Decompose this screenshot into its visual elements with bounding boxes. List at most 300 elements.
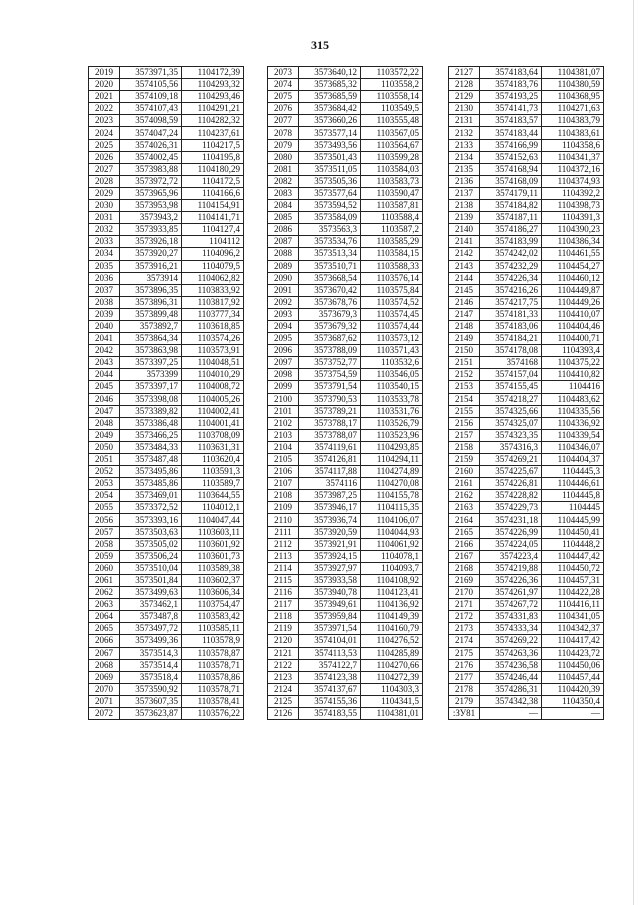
table-row bbox=[449, 212, 604, 224]
x-coordinate-cell: 3574219,88 bbox=[480, 562, 542, 574]
table-row bbox=[89, 574, 244, 586]
point-number-cell: 2149 bbox=[449, 333, 480, 345]
y-coordinate-cell: 1104446,61 bbox=[542, 478, 604, 490]
x-coordinate-cell: 3573679,32 bbox=[299, 320, 361, 332]
x-coordinate-cell: 3573790,53 bbox=[299, 393, 361, 405]
x-coordinate-cell: 3574261,97 bbox=[480, 587, 542, 599]
y-coordinate-cell: 1104346,07 bbox=[542, 441, 604, 453]
x-coordinate-cell: 3573607,35 bbox=[120, 695, 182, 707]
x-coordinate-cell: 3573921,91 bbox=[299, 538, 361, 550]
x-coordinate-cell: 3574126,81 bbox=[299, 454, 361, 466]
x-coordinate-cell: 3573484,33 bbox=[120, 441, 182, 453]
point-number-cell: 2077 bbox=[268, 115, 299, 127]
y-coordinate-cell: 1104381,07 bbox=[542, 67, 604, 79]
y-coordinate-cell: 1104350,4 bbox=[542, 695, 604, 707]
x-coordinate-cell: 3573577,14 bbox=[299, 127, 361, 139]
y-coordinate-cell: 1103587,81 bbox=[361, 200, 423, 212]
x-coordinate-cell: 3574098,59 bbox=[120, 115, 182, 127]
y-coordinate-cell: 1104423,72 bbox=[542, 647, 604, 659]
table-row bbox=[268, 357, 423, 369]
y-coordinate-cell: 1104141,71 bbox=[182, 212, 244, 224]
y-coordinate-cell: 1103531,76 bbox=[361, 405, 423, 417]
y-coordinate-cell: 1103558,2 bbox=[361, 79, 423, 91]
y-coordinate-cell: 1104386,34 bbox=[542, 236, 604, 248]
y-coordinate-cell: 1103540,15 bbox=[361, 381, 423, 393]
y-coordinate-cell: 1104155,78 bbox=[361, 490, 423, 502]
x-coordinate-cell: 3573398,08 bbox=[120, 393, 182, 405]
y-coordinate-cell: 1103567,05 bbox=[361, 127, 423, 139]
point-number-cell: 2163 bbox=[449, 502, 480, 514]
x-coordinate-cell: 3573386,48 bbox=[120, 417, 182, 429]
y-coordinate-cell: 1103578,71 bbox=[182, 659, 244, 671]
y-coordinate-cell: 1104335,56 bbox=[542, 405, 604, 417]
table-row bbox=[268, 248, 423, 260]
y-coordinate-cell: 1103532,6 bbox=[361, 357, 423, 369]
point-number-cell: 2144 bbox=[449, 272, 480, 284]
x-coordinate-cell: 3573499,63 bbox=[120, 587, 182, 599]
point-number-cell: 2117 bbox=[268, 599, 299, 611]
x-coordinate-cell: 3574228,82 bbox=[480, 490, 542, 502]
table-row bbox=[89, 67, 244, 79]
point-number-cell: 2102 bbox=[268, 417, 299, 429]
point-number-cell: 2143 bbox=[449, 260, 480, 272]
point-number-cell: 2019 bbox=[89, 67, 120, 79]
table-row bbox=[268, 647, 423, 659]
point-number-cell: 2136 bbox=[449, 175, 480, 187]
y-coordinate-cell: 1104079,5 bbox=[182, 260, 244, 272]
table-row bbox=[89, 405, 244, 417]
point-number-cell: 2064 bbox=[89, 611, 120, 623]
x-coordinate-cell: 3573397,25 bbox=[120, 357, 182, 369]
point-number-cell: 2121 bbox=[268, 647, 299, 659]
table-row bbox=[449, 115, 604, 127]
x-coordinate-cell: 3573640,12 bbox=[299, 67, 361, 79]
point-number-cell: 2083 bbox=[268, 187, 299, 199]
x-coordinate-cell: 3574168,09 bbox=[480, 175, 542, 187]
x-coordinate-cell: 3574119,61 bbox=[299, 441, 361, 453]
y-coordinate-cell: 1104282,32 bbox=[182, 115, 244, 127]
table-row bbox=[89, 357, 244, 369]
table-row bbox=[89, 320, 244, 332]
y-coordinate-cell: 1103590,47 bbox=[361, 187, 423, 199]
y-coordinate-cell: 1104061,92 bbox=[361, 538, 423, 550]
point-number-cell: 2078 bbox=[268, 127, 299, 139]
point-number-cell: 2066 bbox=[89, 635, 120, 647]
point-number-cell: 2175 bbox=[449, 647, 480, 659]
y-coordinate-cell: 1103578,87 bbox=[182, 647, 244, 659]
point-number-cell: 2032 bbox=[89, 224, 120, 236]
table-row bbox=[449, 417, 604, 429]
x-coordinate-cell: 3574242,02 bbox=[480, 248, 542, 260]
table-row bbox=[268, 115, 423, 127]
point-number-cell: 2080 bbox=[268, 151, 299, 163]
point-number-cell: 2044 bbox=[89, 369, 120, 381]
y-coordinate-cell: 1104358,6 bbox=[542, 139, 604, 151]
x-coordinate-cell: 3573623,87 bbox=[120, 707, 182, 719]
coordinates-table-3 bbox=[448, 66, 604, 720]
table-row bbox=[449, 599, 604, 611]
point-number-cell: 2056 bbox=[89, 514, 120, 526]
y-coordinate-cell: 1104106,07 bbox=[361, 514, 423, 526]
point-number-cell: 2055 bbox=[89, 502, 120, 514]
y-coordinate-cell: 1104339,54 bbox=[542, 429, 604, 441]
y-coordinate-cell: 1103572,22 bbox=[361, 67, 423, 79]
point-number-cell: 2058 bbox=[89, 538, 120, 550]
table-row bbox=[449, 248, 604, 260]
y-coordinate-cell: 1104112 bbox=[182, 236, 244, 248]
point-number-cell: 2085 bbox=[268, 212, 299, 224]
x-coordinate-cell: 3573577,64 bbox=[299, 187, 361, 199]
x-coordinate-cell: 3574109,18 bbox=[120, 91, 182, 103]
table-row bbox=[268, 574, 423, 586]
point-number-cell: 2081 bbox=[268, 163, 299, 175]
x-coordinate-cell: 3573788,17 bbox=[299, 417, 361, 429]
table-row bbox=[449, 175, 604, 187]
table-row bbox=[89, 260, 244, 272]
table-row bbox=[89, 707, 244, 719]
x-coordinate-cell: 3573495,86 bbox=[120, 466, 182, 478]
table-row bbox=[89, 381, 244, 393]
point-number-cell: 2092 bbox=[268, 296, 299, 308]
x-coordinate-cell: 3573936,74 bbox=[299, 514, 361, 526]
point-number-cell: 2166 bbox=[449, 538, 480, 550]
table-row bbox=[449, 333, 604, 345]
x-coordinate-cell: 3574216,26 bbox=[480, 284, 542, 296]
x-coordinate-cell: 3573510,71 bbox=[299, 260, 361, 272]
table-row bbox=[89, 296, 244, 308]
x-coordinate-cell: 3574105,56 bbox=[120, 79, 182, 91]
table-row bbox=[268, 200, 423, 212]
x-coordinate-cell: 3573518,4 bbox=[120, 671, 182, 683]
x-coordinate-cell: 3574166,99 bbox=[480, 139, 542, 151]
point-number-cell: 2097 bbox=[268, 357, 299, 369]
table-row bbox=[449, 200, 604, 212]
table-row bbox=[449, 611, 604, 623]
x-coordinate-cell: 3573487,48 bbox=[120, 454, 182, 466]
x-coordinate-cell: 3573933,58 bbox=[299, 574, 361, 586]
y-coordinate-cell: 1104400,71 bbox=[542, 333, 604, 345]
y-coordinate-cell: 1103591,3 bbox=[182, 466, 244, 478]
table-row bbox=[449, 127, 604, 139]
y-coordinate-cell: 1104375,22 bbox=[542, 357, 604, 369]
y-coordinate-cell: 1103603,11 bbox=[182, 526, 244, 538]
y-coordinate-cell: 1103644,55 bbox=[182, 490, 244, 502]
x-coordinate-cell: 3574223,4 bbox=[480, 550, 542, 562]
x-coordinate-cell: 3573678,76 bbox=[299, 296, 361, 308]
x-coordinate-cell: 3574104,01 bbox=[299, 635, 361, 647]
x-coordinate-cell: 3574229,73 bbox=[480, 502, 542, 514]
table-row bbox=[268, 284, 423, 296]
x-coordinate-cell: 3573971,35 bbox=[120, 67, 182, 79]
x-coordinate-cell: 3573487,8 bbox=[120, 611, 182, 623]
table-row bbox=[449, 151, 604, 163]
point-number-cell: 2039 bbox=[89, 308, 120, 320]
point-number-cell: 2084 bbox=[268, 200, 299, 212]
x-coordinate-cell: 3573987,25 bbox=[299, 490, 361, 502]
table-row bbox=[268, 562, 423, 574]
x-coordinate-cell: 3574183,99 bbox=[480, 236, 542, 248]
y-coordinate-cell: 1103573,12 bbox=[361, 333, 423, 345]
y-coordinate-cell: 1104001,41 bbox=[182, 417, 244, 429]
table-row bbox=[268, 224, 423, 236]
table-row bbox=[268, 67, 423, 79]
table-row bbox=[449, 514, 604, 526]
table-row bbox=[89, 466, 244, 478]
table-row bbox=[449, 647, 604, 659]
point-number-cell: 2106 bbox=[268, 466, 299, 478]
table-row bbox=[449, 562, 604, 574]
x-coordinate-cell: 3573684,42 bbox=[299, 103, 361, 115]
point-number-cell: 2178 bbox=[449, 683, 480, 695]
y-coordinate-cell: 1103601,92 bbox=[182, 538, 244, 550]
x-coordinate-cell: 3573584,09 bbox=[299, 212, 361, 224]
point-number-cell: 2170 bbox=[449, 587, 480, 599]
point-number-cell: 2147 bbox=[449, 308, 480, 320]
table-row bbox=[449, 671, 604, 683]
table-row bbox=[268, 405, 423, 417]
y-coordinate-cell: 1104166,6 bbox=[182, 187, 244, 199]
point-number-cell: 2101 bbox=[268, 405, 299, 417]
table-row bbox=[449, 381, 604, 393]
point-number-cell: 2053 bbox=[89, 478, 120, 490]
point-number-cell: 2043 bbox=[89, 357, 120, 369]
x-coordinate-cell: 3573972,72 bbox=[120, 175, 182, 187]
y-coordinate-cell: 1104012,1 bbox=[182, 502, 244, 514]
table-row bbox=[268, 514, 423, 526]
y-coordinate-cell: 1104445,8 bbox=[542, 490, 604, 502]
table-row bbox=[268, 103, 423, 115]
table-row bbox=[89, 417, 244, 429]
x-coordinate-cell: 3573503,63 bbox=[120, 526, 182, 538]
table-row bbox=[268, 599, 423, 611]
y-coordinate-cell: 1104270,08 bbox=[361, 478, 423, 490]
table-row bbox=[449, 393, 604, 405]
x-coordinate-cell: 3574193,25 bbox=[480, 91, 542, 103]
point-number-cell: 2028 bbox=[89, 175, 120, 187]
point-number-cell: 2029 bbox=[89, 187, 120, 199]
point-number-cell: 2156 bbox=[449, 417, 480, 429]
table-row bbox=[89, 333, 244, 345]
point-number-cell: 2023 bbox=[89, 115, 120, 127]
x-coordinate-cell: 3574232,29 bbox=[480, 260, 542, 272]
point-number-cell: 2096 bbox=[268, 345, 299, 357]
table-row bbox=[89, 441, 244, 453]
table-row bbox=[89, 236, 244, 248]
y-coordinate-cell: 1103574,52 bbox=[361, 296, 423, 308]
point-number-cell: 2172 bbox=[449, 611, 480, 623]
x-coordinate-cell: 3574155,45 bbox=[480, 381, 542, 393]
y-coordinate-cell: 1103585,11 bbox=[182, 623, 244, 635]
table-row bbox=[268, 308, 423, 320]
x-coordinate-cell: 3574183,44 bbox=[480, 127, 542, 139]
y-coordinate-cell: 1104217,5 bbox=[182, 139, 244, 151]
y-coordinate-cell: 1104195,8 bbox=[182, 151, 244, 163]
y-coordinate-cell: 1104416 bbox=[542, 381, 604, 393]
table-row bbox=[89, 79, 244, 91]
x-coordinate-cell: 3573789,21 bbox=[299, 405, 361, 417]
y-coordinate-cell: 1104160,79 bbox=[361, 623, 423, 635]
point-number-cell: 2031 bbox=[89, 212, 120, 224]
y-coordinate-cell: 1103585,29 bbox=[361, 236, 423, 248]
x-coordinate-cell: 3574117,88 bbox=[299, 466, 361, 478]
point-number-cell: 2128 bbox=[449, 79, 480, 91]
table-row bbox=[268, 296, 423, 308]
x-coordinate-cell: 3573920,59 bbox=[299, 526, 361, 538]
point-number-cell: 2116 bbox=[268, 587, 299, 599]
x-coordinate-cell: 3574226,99 bbox=[480, 526, 542, 538]
y-coordinate-cell: 1104383,79 bbox=[542, 115, 604, 127]
y-coordinate-cell: 1104416,11 bbox=[542, 599, 604, 611]
x-coordinate-cell: 3573791,54 bbox=[299, 381, 361, 393]
table-row bbox=[89, 139, 244, 151]
point-number-cell: 2088 bbox=[268, 248, 299, 260]
y-coordinate-cell: 1103558,14 bbox=[361, 91, 423, 103]
y-coordinate-cell: 1104062,82 bbox=[182, 272, 244, 284]
table-row bbox=[268, 417, 423, 429]
point-number-cell: 2087 bbox=[268, 236, 299, 248]
point-number-cell: 2139 bbox=[449, 212, 480, 224]
point-number-cell: 2098 bbox=[268, 369, 299, 381]
y-coordinate-cell: 1103584,03 bbox=[361, 163, 423, 175]
point-number-cell: 2125 bbox=[268, 695, 299, 707]
table-row bbox=[268, 526, 423, 538]
y-coordinate-cell: 1104445 bbox=[542, 502, 604, 514]
point-number-cell: 2153 bbox=[449, 381, 480, 393]
y-coordinate-cell: 1103587,2 bbox=[361, 224, 423, 236]
table-row bbox=[268, 393, 423, 405]
point-number-cell: 2048 bbox=[89, 417, 120, 429]
point-number-cell: 2073 bbox=[268, 67, 299, 79]
x-coordinate-cell: 3574002,45 bbox=[120, 151, 182, 163]
y-coordinate-cell: 1104127,4 bbox=[182, 224, 244, 236]
x-coordinate-cell: 3573920,27 bbox=[120, 248, 182, 260]
x-coordinate-cell: 3573466,25 bbox=[120, 429, 182, 441]
y-coordinate-cell: 1104172,5 bbox=[182, 175, 244, 187]
x-coordinate-cell: 3573924,15 bbox=[299, 550, 361, 562]
y-coordinate-cell: 1103549,5 bbox=[361, 103, 423, 115]
y-coordinate-cell: 1104417,42 bbox=[542, 635, 604, 647]
point-number-cell: 2026 bbox=[89, 151, 120, 163]
y-coordinate-cell: 1104115,35 bbox=[361, 502, 423, 514]
point-number-cell: 2051 bbox=[89, 454, 120, 466]
y-coordinate-cell: 1104447,42 bbox=[542, 550, 604, 562]
x-coordinate-cell: 3573670,42 bbox=[299, 284, 361, 296]
y-coordinate-cell: 1104285,89 bbox=[361, 647, 423, 659]
point-number-cell: 2135 bbox=[449, 163, 480, 175]
x-coordinate-cell: 3574231,18 bbox=[480, 514, 542, 526]
y-coordinate-cell: 1104294,11 bbox=[361, 454, 423, 466]
table-row bbox=[449, 308, 604, 320]
x-coordinate-cell: 3573679,3 bbox=[299, 308, 361, 320]
table-row bbox=[449, 139, 604, 151]
table-row bbox=[449, 490, 604, 502]
x-coordinate-cell: 3573943,2 bbox=[120, 212, 182, 224]
point-number-cell: 2030 bbox=[89, 200, 120, 212]
point-number-cell: 2127 bbox=[449, 67, 480, 79]
table-row bbox=[268, 333, 423, 345]
point-number-cell: 2045 bbox=[89, 381, 120, 393]
table-row bbox=[89, 514, 244, 526]
y-coordinate-cell: 1104078,1 bbox=[361, 550, 423, 562]
point-number-cell: 2132 bbox=[449, 127, 480, 139]
y-coordinate-cell: 1104410,07 bbox=[542, 308, 604, 320]
table-row bbox=[89, 635, 244, 647]
y-coordinate-cell: 1104404,37 bbox=[542, 454, 604, 466]
table-row bbox=[449, 502, 604, 514]
point-number-cell: 2094 bbox=[268, 320, 299, 332]
y-coordinate-cell: 1103817,92 bbox=[182, 296, 244, 308]
x-coordinate-cell: 3573389,82 bbox=[120, 405, 182, 417]
x-coordinate-cell: 3574218,27 bbox=[480, 393, 542, 405]
x-coordinate-cell: 3574226,81 bbox=[480, 478, 542, 490]
x-coordinate-cell: 3574269,22 bbox=[480, 635, 542, 647]
x-coordinate-cell: 3573469,01 bbox=[120, 490, 182, 502]
point-number-cell: 2179 bbox=[449, 695, 480, 707]
point-number-cell: 2155 bbox=[449, 405, 480, 417]
table-row bbox=[268, 683, 423, 695]
table-row bbox=[89, 272, 244, 284]
x-coordinate-cell: 3573501,84 bbox=[120, 574, 182, 586]
x-coordinate-cell: 3573510,04 bbox=[120, 562, 182, 574]
x-coordinate-cell: 3574152,63 bbox=[480, 151, 542, 163]
x-coordinate-cell: 3573788,09 bbox=[299, 345, 361, 357]
x-coordinate-cell: 3574286,31 bbox=[480, 683, 542, 695]
point-number-cell: 2054 bbox=[89, 490, 120, 502]
table-row bbox=[268, 320, 423, 332]
x-coordinate-cell: 3573946,17 bbox=[299, 502, 361, 514]
table-row bbox=[449, 320, 604, 332]
y-coordinate-cell: 1104445,99 bbox=[542, 514, 604, 526]
point-number-cell: 2146 bbox=[449, 296, 480, 308]
point-number-cell: 2091 bbox=[268, 284, 299, 296]
x-coordinate-cell: 3574217,75 bbox=[480, 296, 542, 308]
point-number-cell: 2161 bbox=[449, 478, 480, 490]
x-coordinate-cell: 3574122,7 bbox=[299, 659, 361, 671]
y-coordinate-cell: 1103574,26 bbox=[182, 333, 244, 345]
point-number-cell: 2134 bbox=[449, 151, 480, 163]
y-coordinate-cell: 1104341,37 bbox=[542, 151, 604, 163]
point-number-cell: 2112 bbox=[268, 538, 299, 550]
point-number-cell: 2113 bbox=[268, 550, 299, 562]
table-row bbox=[89, 345, 244, 357]
y-coordinate-cell: 1104005,26 bbox=[182, 393, 244, 405]
point-number-cell: 2131 bbox=[449, 115, 480, 127]
point-number-cell: 2111 bbox=[268, 526, 299, 538]
point-number-cell: 2034 bbox=[89, 248, 120, 260]
table-row bbox=[268, 212, 423, 224]
y-coordinate-cell: 1104454,27 bbox=[542, 260, 604, 272]
point-number-cell: 2074 bbox=[268, 79, 299, 91]
x-coordinate-cell: 3573933,85 bbox=[120, 224, 182, 236]
x-coordinate-cell: 3574179,11 bbox=[480, 187, 542, 199]
point-number-cell: 2107 bbox=[268, 478, 299, 490]
x-coordinate-cell: 3573788,07 bbox=[299, 429, 361, 441]
table-row bbox=[449, 454, 604, 466]
y-coordinate-cell: 1104372,16 bbox=[542, 163, 604, 175]
x-coordinate-cell: 3574246,44 bbox=[480, 671, 542, 683]
table-row bbox=[89, 502, 244, 514]
x-coordinate-cell: 3574187,11 bbox=[480, 212, 542, 224]
y-coordinate-cell: 1104460,12 bbox=[542, 272, 604, 284]
table-row bbox=[449, 236, 604, 248]
table-row bbox=[268, 175, 423, 187]
point-number-cell: 2159 bbox=[449, 454, 480, 466]
y-coordinate-cell: 1104341,5 bbox=[361, 695, 423, 707]
table-row bbox=[449, 538, 604, 550]
point-number-cell: 2086 bbox=[268, 224, 299, 236]
table-row bbox=[268, 345, 423, 357]
table-row bbox=[268, 671, 423, 683]
